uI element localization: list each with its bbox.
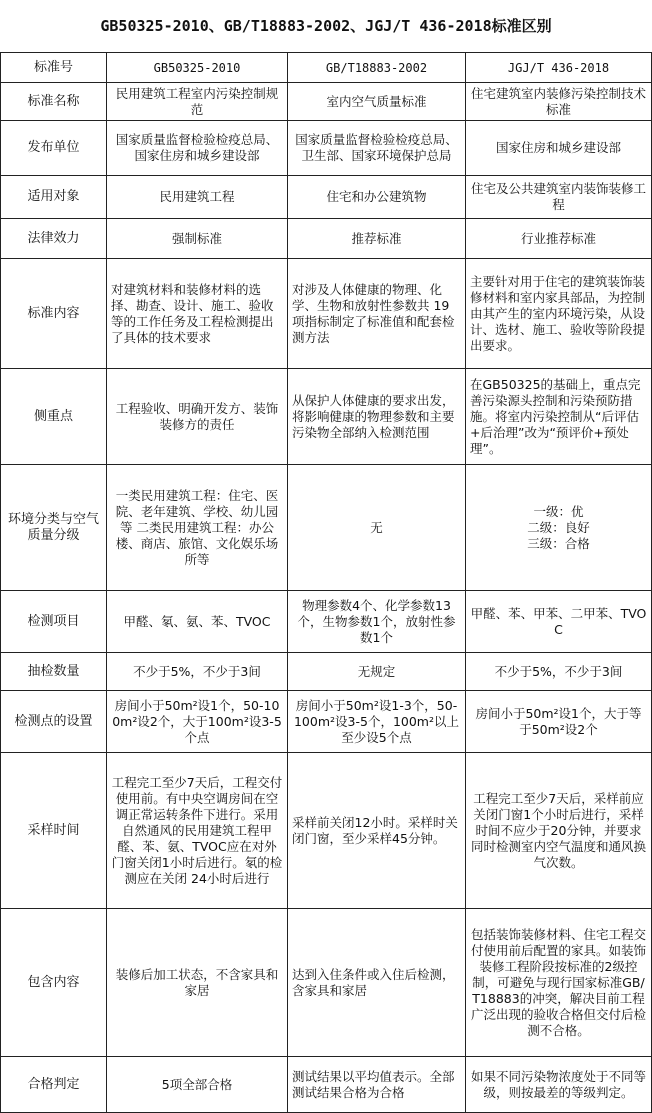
row-label: 标准内容 <box>1 259 107 369</box>
column-header-gb50325: GB50325-2010 <box>107 53 288 83</box>
row-label: 法律效力 <box>1 219 107 259</box>
cell-gb50325: 房间小于50m²设1个，50-100m²设2个，大于100m²设3-5个点 <box>107 691 288 753</box>
row-label: 发布单位 <box>1 121 107 176</box>
cell-gb50325: 民用建筑工程室内污染控制规范 <box>107 83 288 121</box>
table-row <box>1 83 652 121</box>
cell-jgjt436: 甲醛、苯、甲苯、二甲苯、TVOC <box>466 591 652 653</box>
cell-gb50325: 装修后加工状态，不含家具和家居 <box>107 909 288 1057</box>
row-label: 环境分类与空气质量分级 <box>1 465 107 591</box>
row-label: 适用对象 <box>1 176 107 219</box>
cell-gb50325: 民用建筑工程 <box>107 176 288 219</box>
row-label: 采样时间 <box>1 753 107 909</box>
table-row <box>1 121 652 176</box>
cell-gb50325: 强制标准 <box>107 219 288 259</box>
table-row <box>1 1057 652 1113</box>
table-row <box>1 753 652 909</box>
cell-gbt18883: 测试结果以平均值表示。全部测试结果合格为合格 <box>288 1057 466 1113</box>
cell-jgjt436: 在GB50325的基础上，重点完善污染源头控制和污染预防措施。将室内污染控制从“后评估+后治理”改为“预评价+预处理”。 <box>466 369 652 465</box>
table-row <box>1 465 652 591</box>
table-row <box>1 909 652 1057</box>
row-label-header: 标准号 <box>1 53 107 83</box>
cell-jgjt436: 行业推荐标准 <box>466 219 652 259</box>
cell-gbt18883: 房间小于50m²设1-3个，50-100m²设3-5个，100m²以上至少设5个点 <box>288 691 466 753</box>
cell-gbt18883: 无规定 <box>288 653 466 691</box>
column-header-gbt18883: GB/T18883-2002 <box>288 53 466 83</box>
cell-jgjt436: 如果不同污染物浓度处于不同等级，则按最差的等级判定。 <box>466 1057 652 1113</box>
cell-gbt18883: 达到入住条件或入住后检测，含家具和家居 <box>288 909 466 1057</box>
cell-gb50325: 国家质量监督检验检疫总局、国家住房和城乡建设部 <box>107 121 288 176</box>
cell-gb50325: 甲醛、氡、氨、苯、TVOC <box>107 591 288 653</box>
cell-jgjt436: 不少于5%，不少于3间 <box>466 653 652 691</box>
table-row <box>1 591 652 653</box>
cell-jgjt436: 住宅及公共建筑室内装饰装修工程 <box>466 176 652 219</box>
row-label: 侧重点 <box>1 369 107 465</box>
table-row <box>1 369 652 465</box>
cell-jgjt436: 住宅建筑室内装修污染控制技术标准 <box>466 83 652 121</box>
grade-2: 二级：良好 <box>527 519 590 535</box>
cell-gbt18883: 从保护人体健康的要求出发，将影响健康的物理参数和主要污染物全部纳入检测范围 <box>288 369 466 465</box>
grade-1: 一级：优 <box>533 503 584 519</box>
cell-jgjt436 <box>466 465 652 591</box>
cell-gbt18883: 无 <box>288 465 466 591</box>
row-label: 抽检数量 <box>1 653 107 691</box>
cell-gbt18883: 物理参数4个、化学参数13个，生物参数1个，放射性参数1个 <box>288 591 466 653</box>
cell-gb50325: 对建筑材料和装修材料的选择、勘查、设计、施工、验收等的工作任务及工程检测提出了具体的技术要求 <box>107 259 288 369</box>
page-title: GB50325-2010、GB/T18883-2002、JGJ/T 436-2018标准区别 <box>100 17 552 35</box>
row-label: 检测点的设置 <box>1 691 107 753</box>
cell-gb50325: 5项全部合格 <box>107 1057 288 1113</box>
row-label: 标准名称 <box>1 83 107 121</box>
cell-gbt18883: 国家质量监督检验检疫总局、卫生部、国家环境保护总局 <box>288 121 466 176</box>
column-header-jgjt436: JGJ/T 436-2018 <box>466 53 652 83</box>
cell-gbt18883: 推荐标准 <box>288 219 466 259</box>
cell-gb50325: 一类民用建筑工程：住宅、医院、老年建筑、学校、幼儿园等 二类民用建筑工程：办公楼、商店、旅馆、文化娱乐场所等 <box>107 465 288 591</box>
table-row <box>1 219 652 259</box>
cell-gbt18883: 对涉及人体健康的物理、化学、生物和放射性参数共 19项指标制定了标准值和配套检测方法 <box>288 259 466 369</box>
table-row <box>1 176 652 219</box>
header-row <box>1 53 652 83</box>
cell-gbt18883: 住宅和办公建筑物 <box>288 176 466 219</box>
row-label: 合格判定 <box>1 1057 107 1113</box>
table-row <box>1 259 652 369</box>
standards-comparison-table <box>0 52 652 1113</box>
cell-jgjt436: 房间小于50m²设1个，大于等于50m²设2个 <box>466 691 652 753</box>
cell-jgjt436: 工程完工至少7天后，采样前应关闭门窗1个小时后进行，采样时间不应少于20分钟，并要求同时检测室内空气温度和通风换气次数。 <box>466 753 652 909</box>
cell-jgjt436: 包括装饰装修材料、住宅工程交付使用前后配置的家具。如装饰装修工程阶段按标准的2级控制，可避免与现行国家标准GB/T18883的冲突，解决目前工程广泛出现的验收合格但交付后检测不合格。 <box>466 909 652 1057</box>
cell-gb50325: 不少于5%，不少于3间 <box>107 653 288 691</box>
table-row <box>1 653 652 691</box>
cell-jgjt436: 国家住房和城乡建设部 <box>466 121 652 176</box>
grade-3: 三级：合格 <box>527 535 590 551</box>
table-row <box>1 691 652 753</box>
cell-jgjt436: 主要针对用于住宅的建筑装饰装修材料和室内家具部品，为控制由其产生的室内环境污染，从设计、选材、施工、验收等阶段提出要求。 <box>466 259 652 369</box>
cell-gbt18883: 采样前关闭12小时。采样时关闭门窗，至少采样45分钟。 <box>288 753 466 909</box>
cell-gbt18883: 室内空气质量标准 <box>288 83 466 121</box>
cell-gb50325: 工程验收、明确开发方、装饰装修方的责任 <box>107 369 288 465</box>
cell-gb50325: 工程完工至少7天后，工程交付使用前。有中央空调房间在空调正常运转条件下进行。采用自然通风的民用建筑工程甲醛、苯、氨、TVOC应在对外门窗关闭1小时后进行。氡的检测应在关闭 24小时后进行 <box>107 753 288 909</box>
row-label: 检测项目 <box>1 591 107 653</box>
row-label: 包含内容 <box>1 909 107 1057</box>
